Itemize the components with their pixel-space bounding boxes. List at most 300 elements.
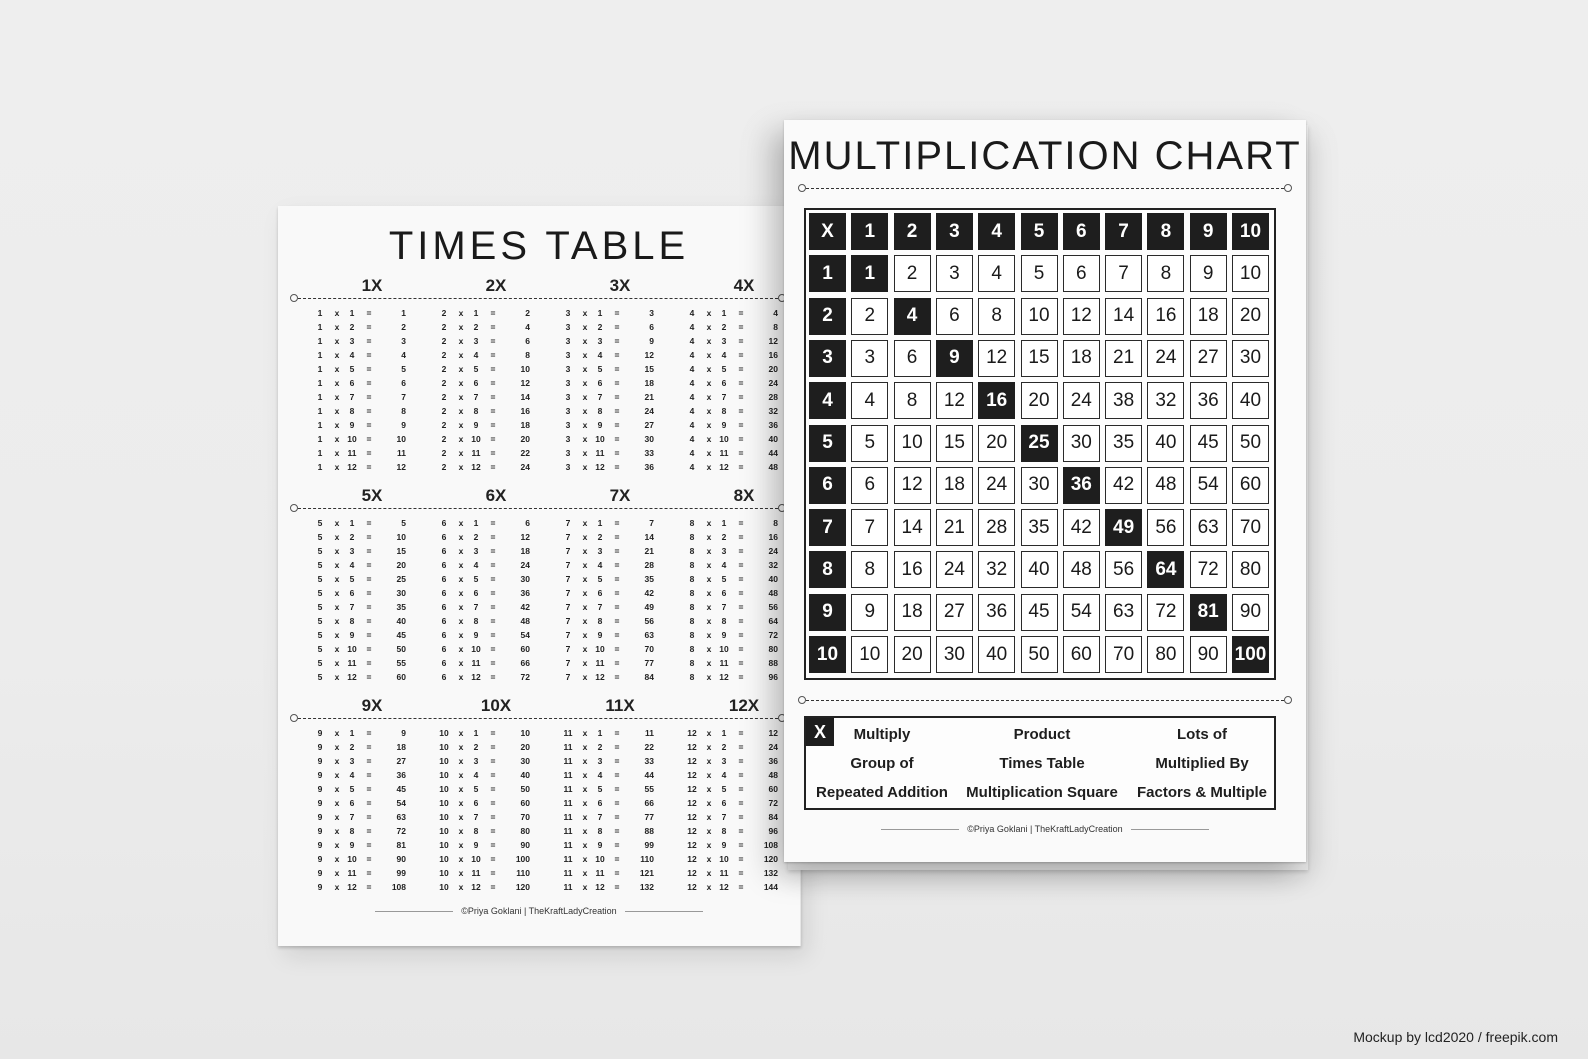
grid-cell: 8	[851, 551, 888, 588]
equation-r: 8	[773, 518, 778, 528]
equation-x: x	[458, 658, 464, 668]
equation-row	[558, 432, 682, 446]
equation-a: 10	[439, 742, 449, 752]
equation-e: =	[614, 588, 620, 598]
equation-r: 121	[639, 868, 654, 878]
equation-x: x	[334, 798, 340, 808]
grid-cell: 63	[1105, 594, 1142, 631]
grid-cell: 45	[1021, 594, 1058, 631]
equation-r: 42	[520, 602, 530, 612]
equation-r: 35	[644, 574, 654, 584]
equation-a: 3	[565, 364, 571, 374]
equation-a: 1	[317, 350, 323, 360]
equation-b: 4	[721, 560, 727, 570]
equation-row	[434, 810, 558, 824]
equation-e: =	[490, 560, 496, 570]
equation-b: 11	[595, 448, 605, 458]
equation-b: 1	[721, 728, 727, 738]
equation-a: 9	[317, 798, 323, 808]
grid-cell: 27	[1190, 340, 1227, 377]
equation-x: x	[334, 322, 340, 332]
equation-b: 9	[473, 840, 479, 850]
equation-r: 42	[644, 588, 654, 598]
equation-a: 1	[317, 406, 323, 416]
equation-a: 3	[565, 336, 571, 346]
equation-a: 7	[565, 644, 571, 654]
equation-a: 10	[439, 868, 449, 878]
equation-b: 1	[349, 728, 355, 738]
equation-a: 9	[317, 826, 323, 836]
equation-r: 108	[763, 840, 778, 850]
equation-r: 36	[644, 462, 654, 472]
equation-b: 9	[597, 840, 603, 850]
equation-e: =	[738, 840, 744, 850]
grid-cell: 60	[1063, 636, 1100, 673]
equation-x: x	[706, 868, 712, 878]
equation-b: 7	[721, 812, 727, 822]
equation-e: =	[366, 574, 372, 584]
equation-x: x	[706, 308, 712, 318]
equation-row	[434, 404, 558, 418]
equation-a: 11	[563, 826, 573, 836]
equation-b: 3	[597, 336, 603, 346]
equation-a: 2	[441, 350, 447, 360]
equation-a: 12	[687, 812, 697, 822]
equation-b: 8	[349, 616, 355, 626]
equation-r: 120	[515, 882, 530, 892]
grid-cell: 5	[1021, 255, 1058, 292]
equation-e: =	[490, 546, 496, 556]
equation-x: x	[582, 742, 588, 752]
equation-row	[434, 656, 558, 670]
equation-e: =	[490, 434, 496, 444]
grid-cell: 20	[1232, 298, 1269, 335]
equation-r: 14	[644, 532, 654, 542]
grid-cell: 56	[1147, 509, 1184, 546]
equation-b: 4	[597, 770, 603, 780]
grid-cell: 21	[936, 509, 973, 546]
equation-a: 3	[565, 378, 571, 388]
equation-row	[310, 544, 434, 558]
equation-row	[310, 516, 434, 530]
grid-cell: 42	[1063, 509, 1100, 546]
equation-e: =	[738, 532, 744, 542]
grid-cell: 80	[1147, 636, 1184, 673]
equation-e: =	[490, 406, 496, 416]
grid-cell: 14	[1105, 298, 1142, 335]
equation-r: 96	[768, 672, 778, 682]
multiplication-grid	[804, 208, 1276, 680]
equation-row	[434, 530, 558, 544]
equation-e: =	[490, 322, 496, 332]
equation-r: 28	[768, 392, 778, 402]
equation-a: 5	[317, 518, 323, 528]
grid-cell: 2	[851, 298, 888, 335]
equation-b: 10	[347, 644, 357, 654]
equation-row	[434, 670, 558, 684]
equation-e: =	[614, 448, 620, 458]
equation-b: 3	[597, 546, 603, 556]
equation-r: 64	[768, 616, 778, 626]
equation-e: =	[738, 602, 744, 612]
equation-x: x	[582, 756, 588, 766]
equation-a: 10	[439, 854, 449, 864]
equation-e: =	[738, 826, 744, 836]
equation-r: 60	[520, 644, 530, 654]
equation-e: =	[614, 518, 620, 528]
grid-cell: 56	[1105, 551, 1142, 588]
equation-e: =	[366, 518, 372, 528]
equation-a: 7	[565, 616, 571, 626]
equation-x: x	[458, 742, 464, 752]
equation-e: =	[366, 742, 372, 752]
equation-b: 1	[597, 728, 603, 738]
equation-x: x	[706, 350, 712, 360]
equation-row	[434, 348, 558, 362]
equation-e: =	[490, 630, 496, 640]
grid-cell: 12	[894, 467, 931, 504]
equation-r: 6	[525, 336, 530, 346]
equation-e: =	[614, 756, 620, 766]
table-heading: 5X	[361, 486, 383, 505]
equation-r: 7	[649, 518, 654, 528]
equation-row	[558, 530, 682, 544]
equation-e: =	[366, 420, 372, 430]
equation-r: 100	[515, 854, 530, 864]
equation-r: 12	[396, 462, 406, 472]
equation-row	[310, 530, 434, 544]
equation-a: 4	[689, 322, 695, 332]
equation-x: x	[582, 546, 588, 556]
equation-x: x	[334, 868, 340, 878]
grid-cell: 40	[1021, 551, 1058, 588]
equation-a: 2	[441, 406, 447, 416]
equation-row	[434, 838, 558, 852]
equation-a: 6	[441, 560, 447, 570]
equation-r: 96	[768, 826, 778, 836]
equation-row	[434, 306, 558, 320]
equation-a: 8	[689, 630, 695, 640]
equation-row	[434, 418, 558, 432]
equation-x: x	[458, 434, 464, 444]
equation-row	[434, 796, 558, 810]
equation-e: =	[614, 350, 620, 360]
equation-e: =	[490, 518, 496, 528]
equation-b: 3	[349, 546, 355, 556]
equation-e: =	[738, 784, 744, 794]
grid-header-cell: 9	[936, 340, 973, 377]
equation-e: =	[490, 770, 496, 780]
equation-e: =	[614, 392, 620, 402]
equation-a: 7	[565, 658, 571, 668]
equation-b: 7	[721, 392, 727, 402]
equation-a: 6	[441, 658, 447, 668]
equation-b: 12	[347, 882, 357, 892]
equation-b: 5	[721, 784, 727, 794]
equation-b: 10	[719, 434, 729, 444]
equation-a: 12	[687, 798, 697, 808]
equation-b: 5	[349, 784, 355, 794]
equation-r: 24	[520, 560, 530, 570]
table-heading: 9X	[361, 696, 383, 715]
equation-x: x	[706, 840, 712, 850]
equation-row	[310, 628, 434, 642]
equation-row	[310, 446, 434, 460]
equation-b: 5	[473, 574, 479, 584]
equation-row	[558, 740, 682, 754]
equation-e: =	[366, 462, 372, 472]
equation-a: 9	[317, 728, 323, 738]
equation-e: =	[490, 574, 496, 584]
equation-b: 11	[719, 448, 729, 458]
equation-a: 5	[317, 672, 323, 682]
equation-a: 9	[317, 812, 323, 822]
equation-e: =	[614, 462, 620, 472]
table-heading: 1X	[361, 276, 383, 295]
equation-a: 1	[317, 378, 323, 388]
equation-row	[310, 726, 434, 740]
equation-b: 1	[721, 518, 727, 528]
equation-x: x	[458, 420, 464, 430]
equation-b: 10	[719, 854, 729, 864]
equation-a: 11	[563, 784, 573, 794]
equation-x: x	[334, 350, 340, 360]
equation-r: 36	[520, 588, 530, 598]
equation-a: 5	[317, 546, 323, 556]
equation-a: 6	[441, 518, 447, 528]
equation-r: 20	[768, 364, 778, 374]
multiplication-chart-credit-text: ©Priya Goklani | TheKraftLadyCreation	[967, 824, 1123, 834]
equation-a: 11	[563, 770, 573, 780]
equation-b: 10	[347, 434, 357, 444]
equation-b: 2	[597, 322, 603, 332]
grid-header-cell: 9	[1190, 213, 1227, 250]
grid-header-cell: 10	[809, 636, 846, 673]
equation-x: x	[334, 336, 340, 346]
equation-x: x	[706, 420, 712, 430]
equation-r: 24	[768, 378, 778, 388]
equation-x: x	[706, 336, 712, 346]
times-table-credit-text: ©Priya Goklani | TheKraftLadyCreation	[461, 906, 617, 916]
equation-x: x	[334, 658, 340, 668]
equation-b: 4	[721, 770, 727, 780]
equation-b: 3	[473, 336, 479, 346]
equation-x: x	[334, 770, 340, 780]
legend-term: Factors & Multiple	[1136, 784, 1267, 801]
equation-row	[558, 516, 682, 530]
equation-x: x	[334, 728, 340, 738]
table-heading: 7X	[609, 486, 631, 505]
equation-r: 10	[396, 532, 406, 542]
equation-b: 1	[349, 308, 355, 318]
equation-e: =	[366, 448, 372, 458]
equation-e: =	[366, 882, 372, 892]
grid-cell: 72	[1147, 594, 1184, 631]
equation-x: x	[582, 420, 588, 430]
equation-x: x	[458, 350, 464, 360]
equation-e: =	[490, 448, 496, 458]
equation-b: 5	[721, 574, 727, 584]
equation-x: x	[458, 812, 464, 822]
equation-r: 32	[768, 560, 778, 570]
equation-b: 12	[595, 462, 605, 472]
equation-b: 8	[473, 616, 479, 626]
equation-r: 12	[644, 350, 654, 360]
equation-b: 11	[471, 868, 481, 878]
grid-cell: 32	[1147, 382, 1184, 419]
grid-cell: 70	[1232, 509, 1269, 546]
equation-e: =	[490, 420, 496, 430]
equation-e: =	[614, 854, 620, 864]
equation-a: 2	[441, 364, 447, 374]
equation-e: =	[490, 798, 496, 808]
equation-a: 12	[687, 728, 697, 738]
equation-x: x	[334, 784, 340, 794]
equation-e: =	[738, 546, 744, 556]
equation-e: =	[490, 784, 496, 794]
equation-b: 2	[721, 742, 727, 752]
equation-r: 56	[644, 616, 654, 626]
equation-x: x	[706, 392, 712, 402]
equation-b: 1	[473, 518, 479, 528]
equation-b: 5	[473, 784, 479, 794]
equation-x: x	[582, 728, 588, 738]
equation-e: =	[366, 644, 372, 654]
table-heading: 2X	[485, 276, 507, 295]
equation-r: 40	[768, 434, 778, 444]
equation-e: =	[490, 616, 496, 626]
equation-x: x	[458, 364, 464, 374]
equation-b: 7	[349, 602, 355, 612]
equation-x: x	[334, 560, 340, 570]
equation-row	[310, 572, 434, 586]
section-headings	[288, 696, 790, 716]
equation-r: 15	[644, 364, 654, 374]
legend-term: Multiplied By	[1155, 755, 1249, 772]
equation-x: x	[458, 336, 464, 346]
equation-row	[310, 306, 434, 320]
equation-row	[310, 866, 434, 880]
equation-b: 12	[347, 462, 357, 472]
equation-e: =	[366, 826, 372, 836]
equation-row	[434, 600, 558, 614]
equation-x: x	[706, 364, 712, 374]
equation-x: x	[334, 546, 340, 556]
equation-b: 5	[597, 364, 603, 374]
equation-e: =	[614, 812, 620, 822]
grid-header-cell: 5	[1021, 213, 1058, 250]
equation-x: x	[458, 616, 464, 626]
grid-cell: 6	[936, 298, 973, 335]
equation-a: 2	[441, 392, 447, 402]
equation-a: 7	[565, 532, 571, 542]
equation-row	[558, 614, 682, 628]
equation-row	[558, 866, 682, 880]
equation-r: 88	[768, 658, 778, 668]
equation-r: 18	[396, 742, 406, 752]
equation-a: 6	[441, 574, 447, 584]
equation-r: 70	[520, 812, 530, 822]
equation-row	[434, 642, 558, 656]
equation-row	[434, 516, 558, 530]
grid-header-cell: 8	[1147, 213, 1184, 250]
equation-row	[558, 306, 682, 320]
equation-x: x	[706, 448, 712, 458]
table-heading: 4X	[733, 276, 755, 295]
equation-r: 6	[525, 518, 530, 528]
equation-e: =	[490, 840, 496, 850]
equation-a: 5	[317, 560, 323, 570]
equation-a: 10	[439, 756, 449, 766]
equation-x: x	[706, 378, 712, 388]
equation-x: x	[334, 462, 340, 472]
equation-e: =	[366, 798, 372, 808]
equation-x: x	[582, 784, 588, 794]
equation-row	[558, 824, 682, 838]
equation-r: 60	[396, 672, 406, 682]
grid-cell: 7	[851, 509, 888, 546]
equation-x: x	[582, 840, 588, 850]
equation-r: 21	[644, 392, 654, 402]
equation-row	[434, 614, 558, 628]
equation-r: 72	[768, 798, 778, 808]
equation-r: 9	[649, 336, 654, 346]
equation-e: =	[738, 434, 744, 444]
grid-cell: 12	[936, 382, 973, 419]
equation-b: 2	[721, 322, 727, 332]
equation-x: x	[334, 756, 340, 766]
equation-e: =	[614, 364, 620, 374]
equation-b: 7	[473, 392, 479, 402]
equation-a: 3	[565, 434, 571, 444]
grid-cell: 15	[1021, 340, 1058, 377]
grid-cell: 8	[1147, 255, 1184, 292]
equation-x: x	[582, 392, 588, 402]
equation-row	[558, 782, 682, 796]
equation-r: 9	[401, 420, 406, 430]
equation-e: =	[614, 728, 620, 738]
equation-x: x	[582, 518, 588, 528]
equation-x: x	[706, 826, 712, 836]
equation-row	[434, 460, 558, 474]
grid-cell: 24	[1147, 340, 1184, 377]
equation-r: 90	[520, 840, 530, 850]
equation-b: 11	[471, 448, 481, 458]
equation-r: 110	[640, 854, 654, 864]
equation-a: 4	[689, 448, 695, 458]
equation-row	[434, 628, 558, 642]
equation-r: 9	[401, 728, 406, 738]
equation-b: 12	[719, 462, 729, 472]
equation-row	[434, 740, 558, 754]
section-headings	[288, 276, 790, 296]
grid-header-cell: 4	[978, 213, 1015, 250]
equation-row	[558, 390, 682, 404]
equation-b: 3	[349, 756, 355, 766]
equation-e: =	[366, 672, 372, 682]
equation-r: 18	[520, 546, 530, 556]
equation-e: =	[366, 560, 372, 570]
equation-a: 4	[689, 420, 695, 430]
equation-a: 4	[689, 336, 695, 346]
equation-r: 22	[520, 448, 530, 458]
equation-b: 11	[471, 658, 481, 668]
equation-e: =	[614, 616, 620, 626]
equation-b: 6	[721, 378, 727, 388]
equation-row	[310, 418, 434, 432]
equation-a: 11	[563, 868, 573, 878]
equation-row	[558, 362, 682, 376]
